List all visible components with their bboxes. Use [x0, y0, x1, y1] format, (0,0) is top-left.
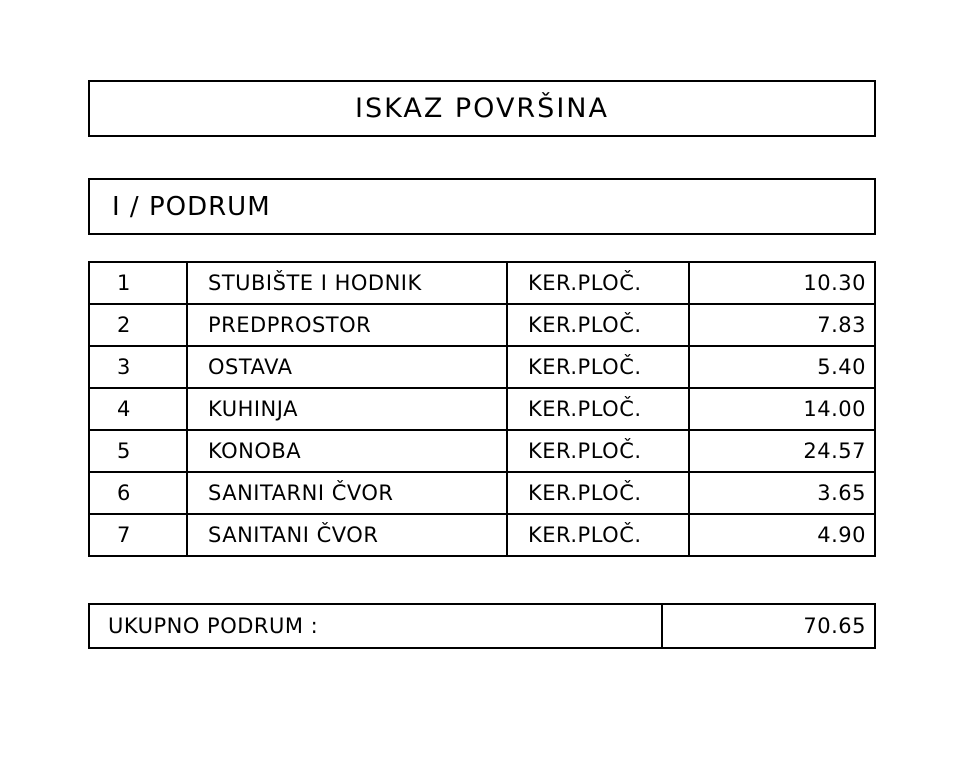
- document-title: ISKAZ POVRŠINA: [355, 93, 609, 124]
- section-box: [88, 178, 876, 235]
- room-material: KER.PLOČ.: [507, 262, 689, 304]
- table-row: [89, 514, 875, 556]
- room-number: 6: [89, 472, 187, 514]
- room-area: 24.57: [689, 430, 875, 472]
- section-heading: I / PODRUM: [112, 191, 271, 222]
- room-area: 10.30: [689, 262, 875, 304]
- room-area: 3.65: [689, 472, 875, 514]
- room-material: KER.PLOČ.: [507, 388, 689, 430]
- room-material: KER.PLOČ.: [507, 514, 689, 556]
- room-material: KER.PLOČ.: [507, 472, 689, 514]
- room-area: 5.40: [689, 346, 875, 388]
- room-number: 7: [89, 514, 187, 556]
- table-row: [89, 388, 875, 430]
- room-material: KER.PLOČ.: [507, 304, 689, 346]
- room-number: 1: [89, 262, 187, 304]
- room-name: STUBIŠTE I HODNIK: [187, 262, 507, 304]
- room-number: 4: [89, 388, 187, 430]
- room-name: OSTAVA: [187, 346, 507, 388]
- rooms-table: [88, 261, 876, 557]
- total-row: [89, 604, 875, 648]
- table-row: [89, 262, 875, 304]
- room-name: KUHINJA: [187, 388, 507, 430]
- room-number: 5: [89, 430, 187, 472]
- room-name: SANITANI ČVOR: [187, 514, 507, 556]
- table-row: [89, 304, 875, 346]
- room-area: 14.00: [689, 388, 875, 430]
- table-row: [89, 472, 875, 514]
- total-label: UKUPNO PODRUM :: [89, 604, 662, 648]
- title-box: [88, 80, 876, 137]
- room-name: SANITARNI ČVOR: [187, 472, 507, 514]
- room-material: KER.PLOČ.: [507, 430, 689, 472]
- total-value: 70.65: [662, 604, 875, 648]
- room-material: KER.PLOČ.: [507, 346, 689, 388]
- table-row: [89, 346, 875, 388]
- room-name: KONOBA: [187, 430, 507, 472]
- room-number: 3: [89, 346, 187, 388]
- room-number: 2: [89, 304, 187, 346]
- total-table: [88, 603, 876, 649]
- room-area: 4.90: [689, 514, 875, 556]
- table-row: [89, 430, 875, 472]
- room-name: PREDPROSTOR: [187, 304, 507, 346]
- room-area: 7.83: [689, 304, 875, 346]
